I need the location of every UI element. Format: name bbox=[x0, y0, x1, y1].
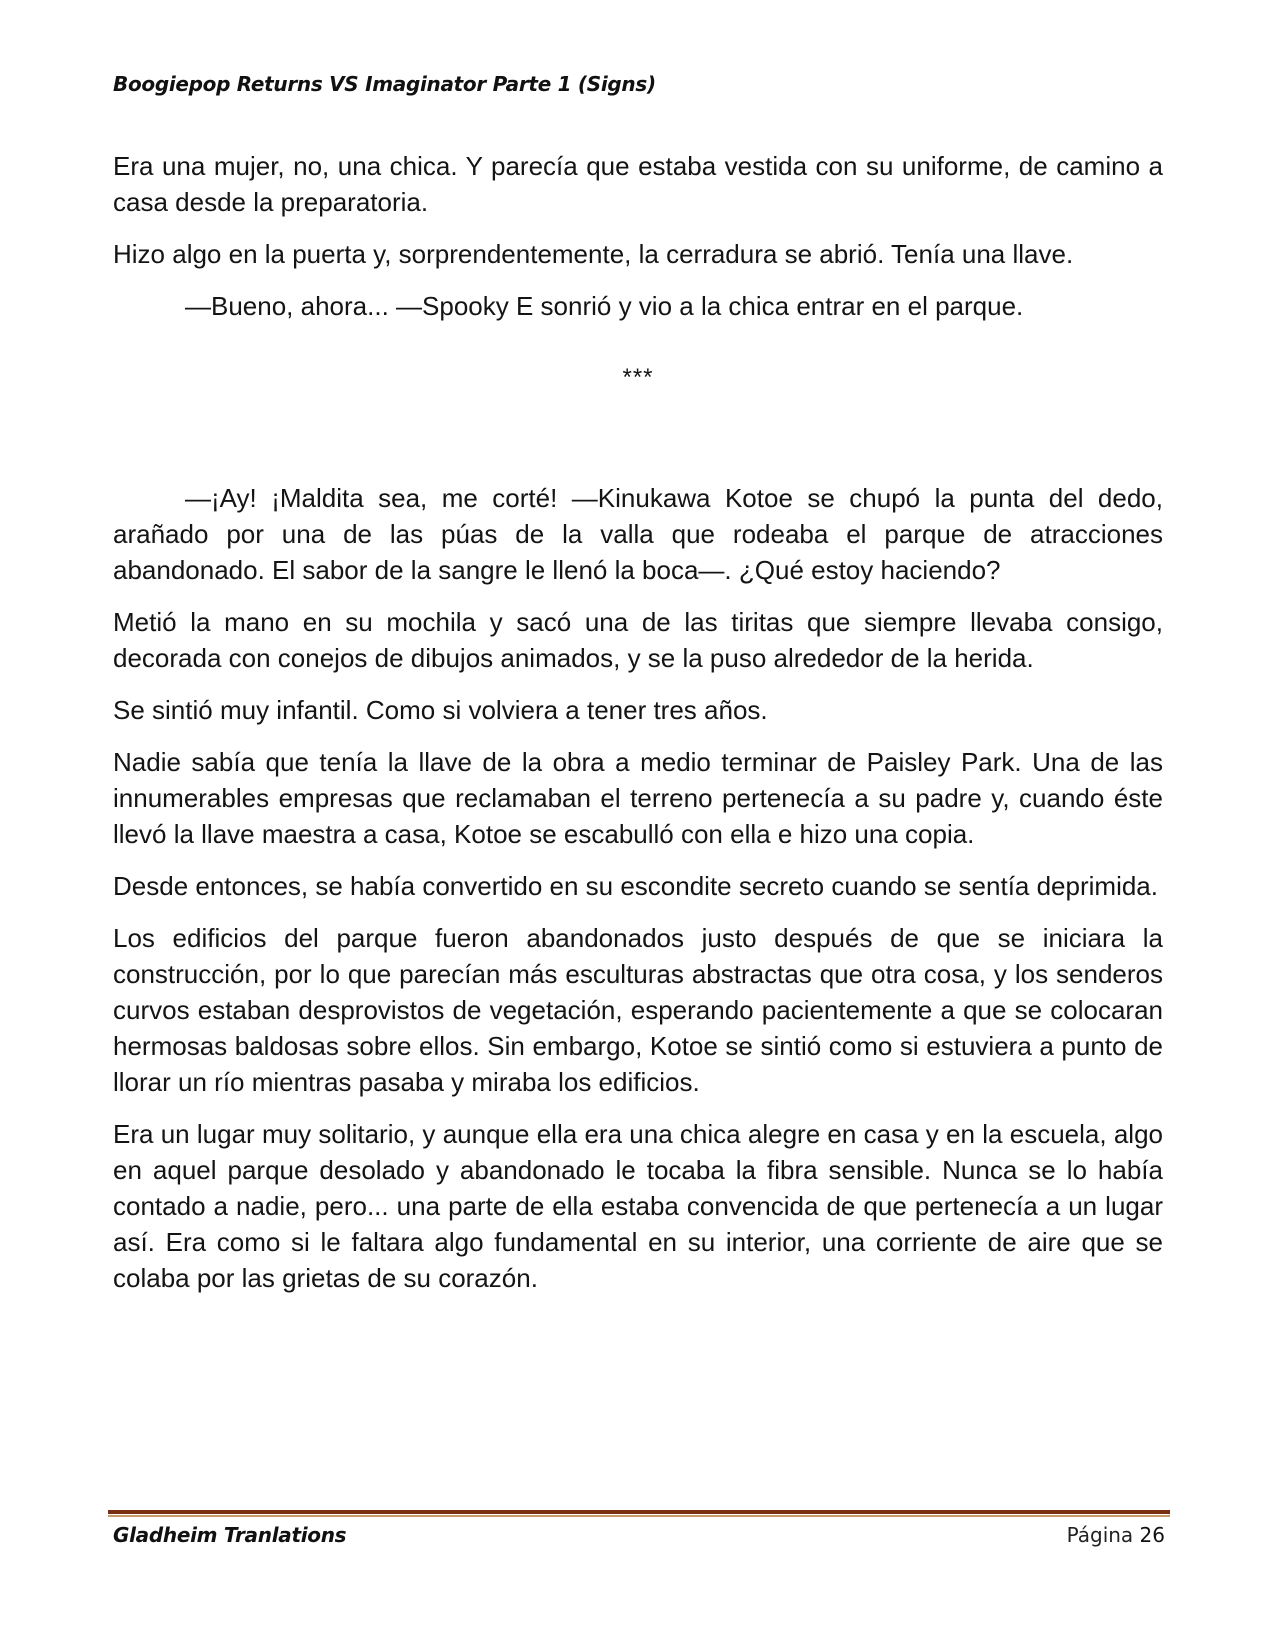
paragraph-8: Desde entonces, se había convertido en su escondite secreto cuando se sentía deprimida. bbox=[113, 871, 1158, 901]
paragraph-1: Era una mujer, no, una chica. Y parecía que estaba vestida con su uniforme, de camino a casa desde la preparatoria. bbox=[113, 151, 1163, 217]
paragraph-10: Era un lugar muy solitario, y aunque ella era una chica alegre en casa y en la escuela, algo en aquel parque desolado y abandonado le tocaba la fibra sensible. Nunca se lo había contado a nadie, pero... una parte de ella estaba convencida de que pertenecía a un lugar así. Era como si le faltara algo fundamental en su interior, una corriente de aire que se colaba por las grietas de su corazón. bbox=[113, 1119, 1163, 1293]
footer-rule-dark-line bbox=[108, 1510, 1170, 1514]
scene-break: *** bbox=[622, 364, 654, 391]
page-label: Página bbox=[1066, 1523, 1134, 1547]
paragraph-9: Los edificios del parque fueron abandonados justo después de que se iniciara la construcción, por lo que parecían más esculturas abstractas que otra cosa, y los senderos curvos estaban desprovistos de vegetación, esperando pacientemente a que se colocaran hermosas baldosas sobre ellos. Sin embargo, Kotoe se sintió como si estuviera a punto de llorar un río mientras pasaba y miraba los edificios. bbox=[113, 923, 1163, 1097]
footer-credit: Gladheim Tranlations bbox=[113, 1523, 347, 1547]
page-number: 26 bbox=[1139, 1523, 1165, 1547]
footer-rule-light-line bbox=[108, 1515, 1170, 1517]
paragraph-3-dialogue: —Bueno, ahora... —Spooky E sonrió y vio a la chica entrar en el parque. bbox=[185, 291, 1024, 321]
body-text bbox=[113, 148, 1163, 1312]
paragraph-5: Metió la mano en su mochila y sacó una de las tiritas que siempre llevaba consigo, decorada con conejos de dibujos animados, y se la puso alrededor de la herida. bbox=[113, 607, 1163, 673]
paragraph-2: Hizo algo en la puerta y, sorprendentemente, la cerradura se abrió. Tenía una llave. bbox=[113, 239, 1074, 269]
running-header: Boogiepop Returns VS Imaginator Parte 1 (Signs) bbox=[113, 72, 656, 96]
paragraph-7: Nadie sabía que tenía la llave de la obra a medio terminar de Paisley Park. Una de las innumerables empresas que reclamaban el terreno pertenecía a su padre y, cuando éste llevó la llave maestra a casa, Kotoe se escabulló con ella e hizo una copia. bbox=[113, 747, 1163, 849]
paragraph-6: Se sintió muy infantil. Como si volviera a tener tres años. bbox=[113, 695, 768, 725]
footer-rule bbox=[108, 1510, 1170, 1517]
paragraph-4-dialogue: —¡Ay! ¡Maldita sea, me corté! —Kinukawa Kotoe se chupó la punta del dedo, arañado por una de las púas de la valla que rodeaba el parque de atracciones abandonado. El sabor de la sangre le llenó la boca—. ¿Qué estoy haciendo? bbox=[113, 483, 1163, 585]
page-number-block bbox=[1067, 1523, 1165, 1547]
